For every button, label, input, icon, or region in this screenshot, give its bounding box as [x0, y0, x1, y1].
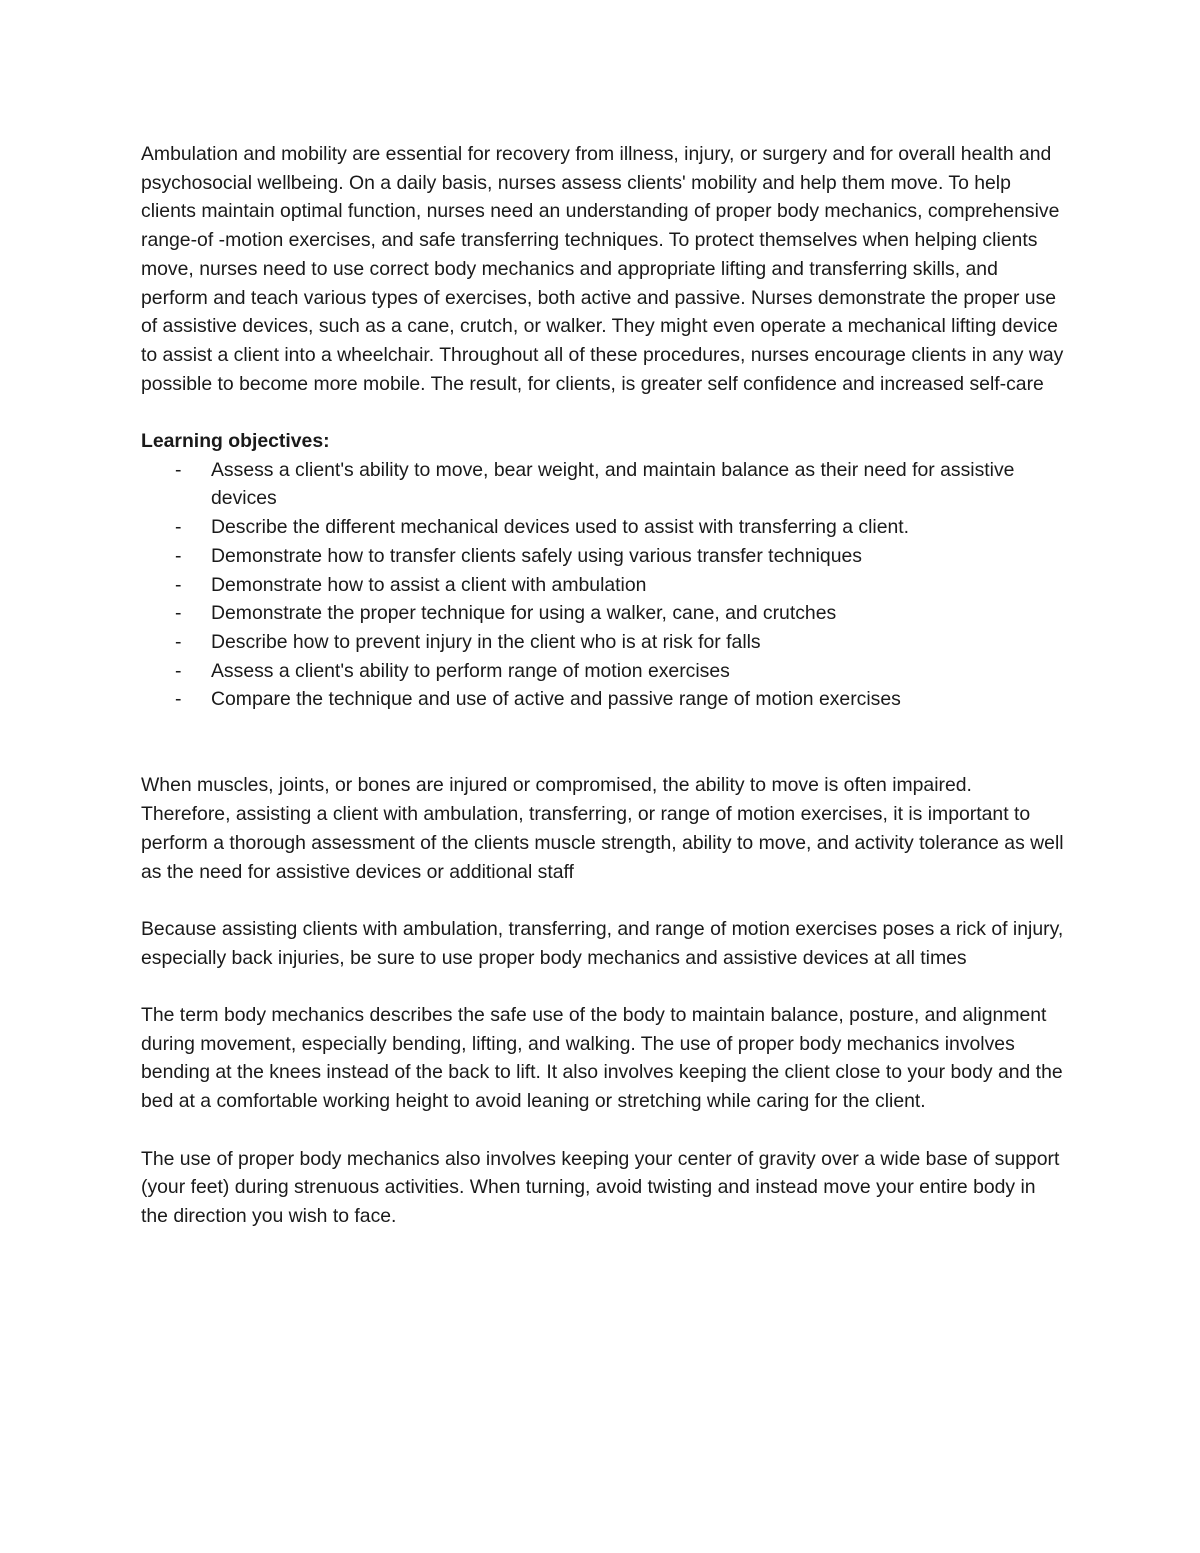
list-item	[141, 657, 1066, 686]
list-item	[141, 513, 1066, 542]
list-item	[141, 542, 1066, 571]
center-gravity-paragraph: The use of proper body mechanics also involves keeping your center of gravity over a wide base of support (your feet) during strenuous activities. When turning, avoid twisting and instead move your entire body in the direction you wish to face.	[141, 1147, 1060, 1227]
objective-text: Demonstrate how to transfer clients safely using various transfer techniques	[211, 544, 862, 567]
bullet-dash: -	[175, 458, 182, 481]
objective-text: Compare the technique and use of active and passive range of motion exercises	[211, 688, 901, 711]
document-page	[141, 140, 1066, 1231]
objective-text: Describe how to prevent injury in the client who is at risk for falls	[211, 630, 761, 653]
objectives-list	[141, 456, 1066, 714]
objective-text: Assess a client's ability to move, bear weight, and maintain balance as their need for assistive devices	[211, 458, 1015, 510]
bullet-dash: -	[175, 516, 182, 539]
body-mechanics-paragraph: The term body mechanics describes the safe use of the body to maintain balance, posture, and alignment during movement, especially bending, lifting, and walking. The use of proper body mechanics involves bending at the knees instead of the back to lift. It also involves keeping the client close to your body and the bed at a comfortable working height to avoid leaning or stretching while caring for the client.	[141, 1004, 1063, 1113]
objective-text: Assess a client's ability to perform range of motion exercises	[211, 659, 730, 682]
objective-text: Describe the different mechanical devices used to assist with transferring a client.	[211, 516, 910, 539]
spacer	[141, 972, 1066, 1001]
list-item	[141, 685, 1066, 714]
bullet-dash: -	[175, 602, 182, 625]
list-item	[141, 456, 1066, 513]
objective-text: Demonstrate how to assist a client with ambulation	[211, 573, 647, 596]
list-item	[141, 571, 1066, 600]
list-item	[141, 599, 1066, 628]
objectives-heading: Learning objectives:	[141, 430, 330, 453]
spacer	[141, 1116, 1066, 1145]
bullet-dash: -	[175, 573, 182, 596]
spacer	[141, 886, 1066, 915]
assessment-paragraph: When muscles, joints, or bones are injured or compromised, the ability to move is often impaired. Therefore, assisting a client with ambulation, transferring, or range of motion exercises, it is important to perform a thorough assessment of the clients muscle strength, ability to move, and activity tolerance as well as the need for assistive devices or additional staff	[141, 774, 1064, 883]
bullet-dash: -	[175, 659, 182, 682]
objective-text: Demonstrate the proper technique for using a walker, cane, and crutches	[211, 602, 837, 625]
bullet-dash: -	[175, 688, 182, 711]
injury-paragraph: Because assisting clients with ambulation, transferring, and range of motion exercises poses a rick of injury, especially back injuries, be sure to use proper body mechanics and assistive devices at all times	[141, 917, 1064, 969]
bullet-dash: -	[175, 544, 182, 567]
spacer	[141, 714, 1066, 771]
spacer	[141, 398, 1066, 427]
list-item	[141, 628, 1066, 657]
intro-paragraph: Ambulation and mobility are essential for recovery from illness, injury, or surgery and for overall health and psychosocial wellbeing. On a daily basis, nurses assess clients' mobility and help them move. To help clients maintain optimal function, nurses need an understanding of proper body mechanics, comprehensive range-of -motion exercises, and safe transferring techniques. To protect themselves when helping clients move, nurses need to use correct body mechanics and appropriate lifting and transferring skills, and perform and teach various types of exercises, both active and passive. Nurses demonstrate the proper use of assistive devices, such as a cane, crutch, or walker. They might even operate a mechanical lifting device to assist a client into a wheelchair. Throughout all of these procedures, nurses encourage clients in any way possible to become more mobile. The result, for clients, is greater self confidence and increased self-care	[141, 143, 1064, 395]
bullet-dash: -	[175, 630, 182, 653]
